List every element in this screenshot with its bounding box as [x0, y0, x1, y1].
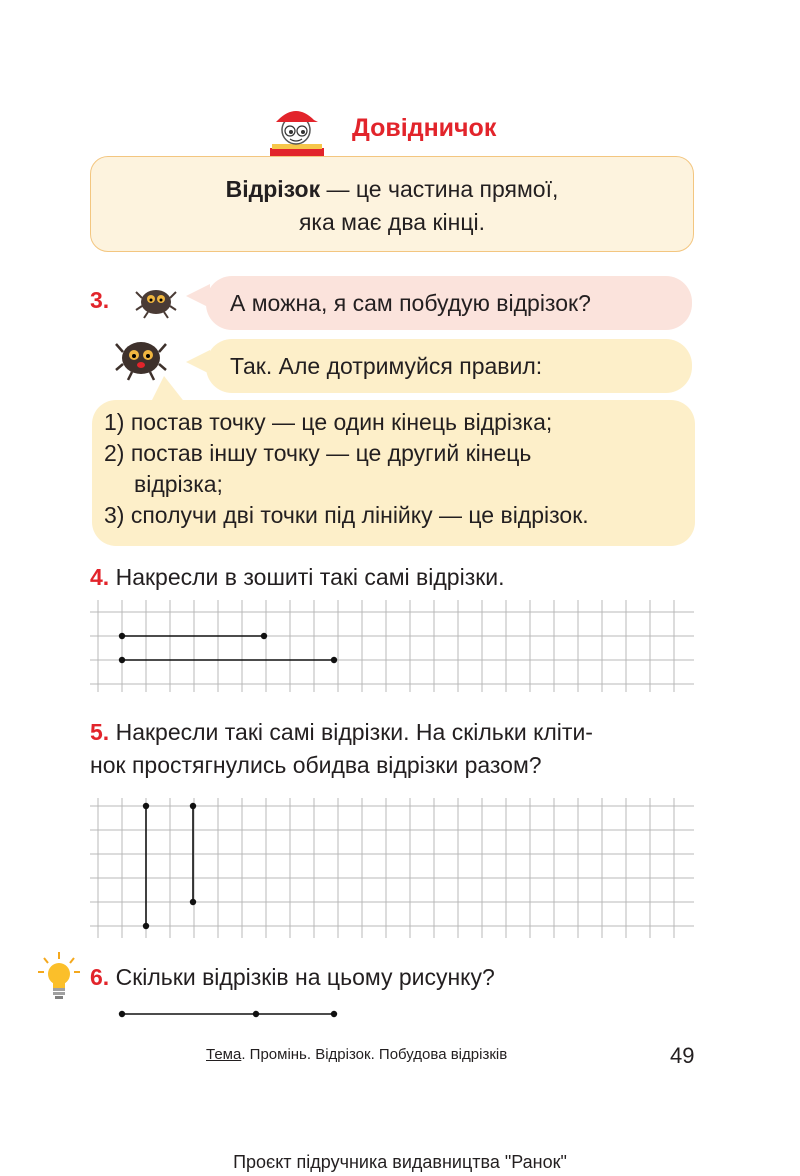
segment-2	[119, 657, 337, 663]
page-number: 49	[670, 1043, 695, 1068]
definition-text-1: — це частина прямої,	[320, 176, 559, 202]
rule-2a: 2) постав іншу точку — це другий кінець	[104, 440, 532, 466]
grid-task-5	[90, 798, 694, 938]
segment-1	[119, 633, 267, 639]
footer-topic	[206, 1046, 507, 1063]
lightbulb-icon	[36, 950, 82, 1002]
footer-topic-label: Тема	[206, 1046, 242, 1063]
task-6-line	[90, 961, 495, 994]
figure-point-b	[253, 1011, 259, 1017]
definition-term: Відрізок	[225, 176, 321, 202]
task-5-text-1: Накресли такі самі відрізки. На скільки кліти-	[109, 719, 593, 745]
task-5-line-1	[90, 716, 593, 749]
task-4-line	[90, 561, 505, 594]
project-note: Проєкт підручника видавництва "Ранок"	[233, 1152, 567, 1172]
speech-bubble-question: А можна, я сам побудую відрізок?	[206, 276, 692, 330]
bug-character-icon	[134, 280, 178, 320]
task-4-number: 4.	[90, 564, 110, 590]
figure-point-a	[119, 1011, 125, 1017]
figure-point-c	[331, 1011, 337, 1017]
grid-task-4	[90, 600, 694, 692]
task-3-number: 3.	[90, 287, 110, 313]
footer-topic-text: . Промінь. Відрізок. Побудова відрізків	[241, 1046, 508, 1063]
rule-3: 3) сполучи дві точки під лінійку — це відрізок.	[104, 502, 589, 528]
task-6-number: 6.	[90, 964, 110, 990]
task-5-number: 5.	[90, 719, 110, 745]
task-6-figure	[114, 1006, 344, 1022]
bug-character-icon	[114, 332, 168, 382]
mascot-reader-icon	[262, 104, 332, 160]
reference-heading: Довідничок	[352, 114, 497, 142]
task-5-text-2: нок простягнулись обидва відрізки разом?	[90, 752, 542, 778]
vertical-segment-1	[143, 803, 149, 929]
definition-box	[90, 156, 694, 252]
rule-2b: відрізка;	[134, 471, 223, 497]
rule-1: 1) постав точку — це один кінець відрізка;	[104, 409, 553, 435]
task-4-text: Накресли в зошиті такі самі відрізки.	[109, 564, 505, 590]
definition-text-2: яка має два кінці.	[298, 209, 486, 235]
speech-bubble-answer: Так. Але дотримуйся правил:	[206, 339, 692, 393]
task-6-text: Скільки відрізків на цьому рисунку?	[109, 964, 495, 990]
rules-box	[92, 400, 695, 546]
